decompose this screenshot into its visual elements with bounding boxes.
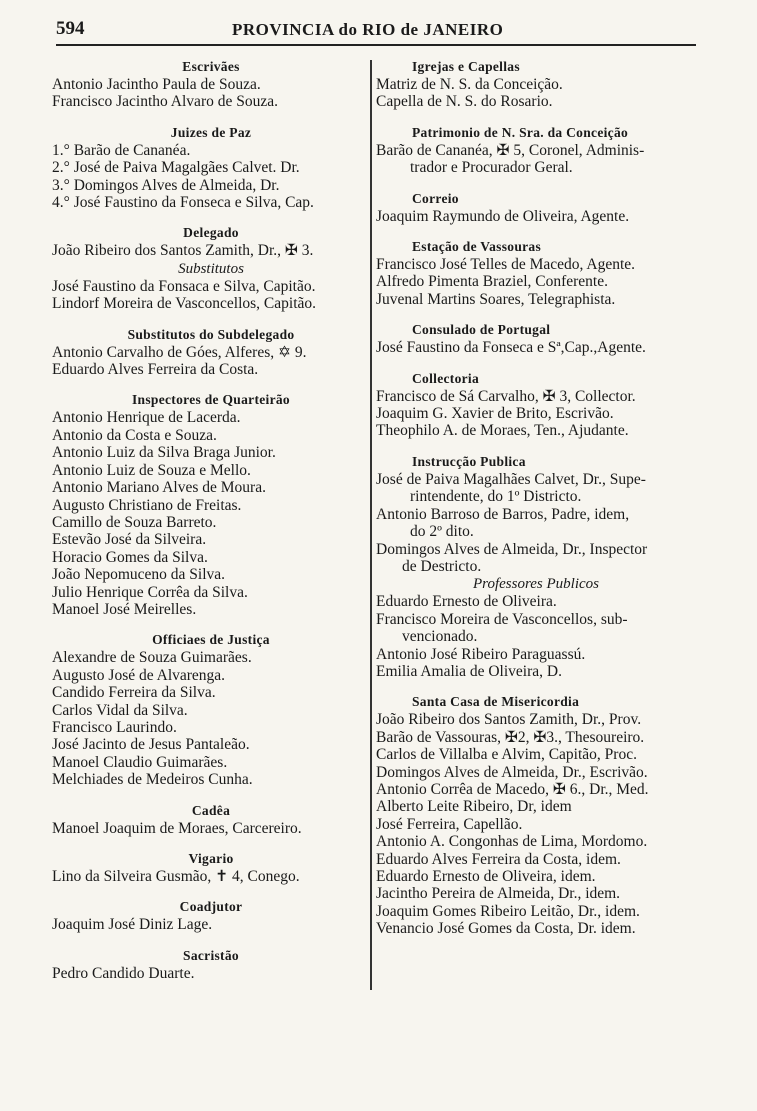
directory-entry: Antonio Henrique de Lacerda.: [52, 409, 241, 427]
directory-entry: Augusto José de Alvarenga.: [52, 666, 226, 684]
section-heading: Escrivães: [182, 59, 240, 74]
directory-entry: Horacio Gomes da Silva.: [52, 548, 208, 566]
directory-section: [376, 58, 696, 111]
directory-entry: Eduardo Alves Ferreira da Costa.: [52, 361, 259, 379]
directory-entry: Francisco Laurindo.: [52, 718, 177, 736]
directory-entry: Francisco de Sá Carvalho, ✠ 3, Collector.: [376, 387, 636, 405]
directory-entry: Antonio Carvalho de Góes, Alferes, ✡ 9.: [52, 343, 307, 361]
directory-section: [52, 631, 370, 788]
directory-entry: 2.° José de Paiva Magalgães Calvet. Dr.: [52, 159, 300, 177]
directory-entry: Barão de Cananéa, ✠ 5, Coronel, Adminis-: [376, 141, 645, 159]
directory-entry: Candido Ferreira da Silva.: [52, 684, 216, 702]
section-heading: Inspectores de Quarteirão: [132, 392, 290, 408]
directory-entry: Joaquim José Diniz Lage.: [52, 916, 213, 934]
directory-entry: Manoel José Meirelles.: [52, 600, 197, 618]
directory-entry: Barão de Vassouras, ✠2, ✠3., Thesoureiro.: [376, 728, 645, 746]
directory-entry: Augusto Christiano de Freitas.: [52, 496, 242, 514]
running-title: PROVINCIA do RIO de JANEIRO: [232, 20, 504, 39]
directory-section: [52, 947, 370, 982]
section-heading: Officiaes de Justiça: [152, 632, 270, 648]
page-header: [56, 14, 696, 46]
directory-entry: Antonio da Costa e Souza.: [52, 426, 217, 444]
section-heading: Cadêa: [191, 802, 231, 818]
section-heading: Correio: [412, 190, 459, 206]
section-subheading: Professores Publicos: [473, 576, 599, 593]
directory-entry: Lino da Silveira Gusmão, ✝ 4, Conego.: [52, 868, 300, 885]
directory-entry: José Faustino da Fonseca e Sª,Cap.,Agente.: [376, 339, 646, 357]
directory-entry: José Ferreira, Capellão.: [376, 815, 523, 833]
directory-section: [52, 850, 370, 885]
section-heading: Consulado de Portugal: [412, 322, 551, 338]
directory-entry: Antonio A. Congonhas de Lima, Mordomo.: [376, 833, 648, 851]
directory-entry: João Ribeiro dos Santos Zamith, Dr., ✠ 3.: [52, 242, 314, 260]
directory-section: [52, 326, 370, 379]
directory-entry: Manoel Joaquim de Moraes, Carcereiro.: [52, 819, 302, 837]
directory-section: [52, 124, 370, 212]
section-heading: Substitutos do Subdelegado: [127, 326, 295, 342]
section-heading: Sacristão: [183, 947, 239, 963]
directory-entry: Antonio Barroso de Barros, Padre, idem,: [376, 505, 630, 523]
directory-entry: José Faustino da Fonsaca e Silva, Capitão.: [52, 277, 316, 295]
directory-entry: Eduardo Ernesto de Oliveira.: [376, 593, 557, 611]
directory-entry: Antonio Corrêa de Macedo, ✠ 6., Dr., Med.: [376, 780, 649, 798]
directory-entry: de Destricto.: [402, 557, 482, 575]
directory-entry: vencionado.: [402, 628, 478, 646]
directory-section: [376, 693, 696, 937]
section-heading: Vigario: [188, 851, 234, 866]
section-heading: Collectoria: [412, 370, 480, 386]
directory-entry: Antonio Mariano Alves de Moura.: [52, 479, 266, 497]
section-heading: Estação de Vassouras: [412, 239, 542, 255]
directory-entry: Domingos Alves de Almeida, Dr., Inspector: [376, 540, 648, 558]
directory-entry: 1.° Barão de Cananéa.: [52, 141, 191, 159]
directory-entry: 3.° Domingos Alves de Almeida, Dr.: [52, 176, 280, 194]
directory-entry: Jacintho Pereira de Almeida, Dr., idem.: [376, 885, 621, 903]
section-heading: Delegado: [183, 225, 239, 241]
directory-entry: Carlos de Villalba e Alvim, Capitão, Proc.: [376, 746, 637, 764]
column-divider: [370, 60, 372, 990]
section-heading: Patrimonio de N. Sra. da Conceição: [412, 124, 629, 140]
directory-entry: Joaquim G. Xavier de Brito, Escrivão.: [376, 405, 614, 423]
directory-entry: Lindorf Moreira de Vasconcellos, Capitão.: [52, 295, 316, 313]
directory-entry: José de Paiva Magalhães Calvet, Dr., Supe-: [376, 470, 646, 488]
directory-entry: Carlos Vidal da Silva.: [52, 701, 188, 719]
directory-entry: trador e Procurador Geral.: [410, 159, 573, 177]
directory-entry: Joaquim Gomes Ribeiro Leitão, Dr., idem.: [376, 902, 640, 920]
directory-entry: João Ribeiro dos Santos Zamith, Dr., Prov.: [376, 711, 642, 729]
section-heading: Coadjutor: [179, 899, 243, 915]
directory-entry: Domingos Alves de Almeida, Dr., Escrivão.: [376, 763, 648, 781]
directory-entry: Joaquim Raymundo de Oliveira, Agente.: [376, 207, 630, 225]
directory-section: [52, 802, 370, 837]
page-number: 594: [56, 18, 85, 39]
directory-entry: Alberto Leite Ribeiro, Dr, idem: [376, 798, 572, 816]
directory-section: [376, 321, 696, 356]
right-column: [376, 58, 696, 951]
directory-entry: Alexandre de Souza Guimarães.: [52, 649, 252, 667]
directory-section: [376, 190, 696, 225]
directory-section: [52, 898, 370, 933]
directory-entry: 4.° José Faustino da Fonseca e Silva, Cap.: [52, 194, 314, 212]
directory-entry: Melchiades de Medeiros Cunha.: [52, 771, 253, 789]
section-heading: Instrucção Publica: [412, 453, 526, 469]
directory-section: [52, 391, 370, 618]
directory-entry: Antonio José Ribeiro Paraguassú.: [376, 645, 586, 663]
section-subheading: Substitutos: [178, 260, 244, 277]
directory-entry: Manoel Claudio Guimarães.: [52, 753, 228, 771]
directory-entry: Antonio Luiz de Souza e Mello.: [52, 461, 251, 479]
directory-section: [376, 453, 696, 680]
directory-entry: Antonio Jacintho Paula de Souza.: [52, 76, 261, 93]
directory-entry: José Jacinto de Jesus Pantaleão.: [52, 736, 250, 754]
directory-entry: Matriz de N. S. da Conceição.: [376, 76, 563, 93]
directory-entry: Francisco Jacintho Alvaro de Souza.: [52, 93, 278, 111]
directory-entry: Antonio Luiz da Silva Braga Junior.: [52, 444, 276, 462]
directory-entry: Emilia Amalia de Oliveira, D.: [376, 662, 562, 680]
section-heading: Santa Casa de Misericordia: [412, 694, 580, 710]
directory-entry: Estevão José da Silveira.: [52, 531, 207, 549]
directory-entry: Francisco José Telles de Macedo, Agente.: [376, 256, 636, 274]
directory-entry: Capella de N. S. do Rosario.: [376, 93, 553, 111]
directory-entry: rintendente, do 1º Districto.: [410, 488, 582, 506]
directory-entry: Eduardo Ernesto de Oliveira, idem.: [376, 868, 596, 885]
directory-section: [376, 370, 696, 440]
directory-entry: Julio Henrique Corrêa da Silva.: [52, 583, 248, 601]
directory-section: [52, 58, 370, 111]
section-heading: Juizes de Paz: [170, 124, 252, 140]
directory-entry: Theophilo A. de Moraes, Ten., Ajudante.: [376, 422, 629, 440]
directory-entry: Eduardo Alves Ferreira da Costa, idem.: [376, 850, 621, 868]
directory-entry: Camillo de Souza Barreto.: [52, 513, 217, 531]
directory-section: [376, 124, 696, 177]
directory-section: [376, 238, 696, 308]
directory-entry: Francisco Moreira de Vasconcellos, sub-: [376, 610, 628, 628]
directory-entry: Juvenal Martins Soares, Telegraphista.: [376, 290, 616, 308]
section-heading: Igrejas e Capellas: [412, 59, 520, 74]
directory-section: [52, 224, 370, 312]
directory-entry: Alfredo Pimenta Braziel, Conferente.: [376, 273, 608, 291]
directory-entry: Pedro Candido Duarte.: [52, 964, 195, 982]
directory-entry: do 2º dito.: [410, 523, 474, 541]
left-column: [52, 58, 370, 995]
directory-entry: Venancio José Gomes da Costa, Dr. idem.: [376, 920, 636, 938]
directory-entry: João Nepomuceno da Silva.: [52, 566, 226, 584]
